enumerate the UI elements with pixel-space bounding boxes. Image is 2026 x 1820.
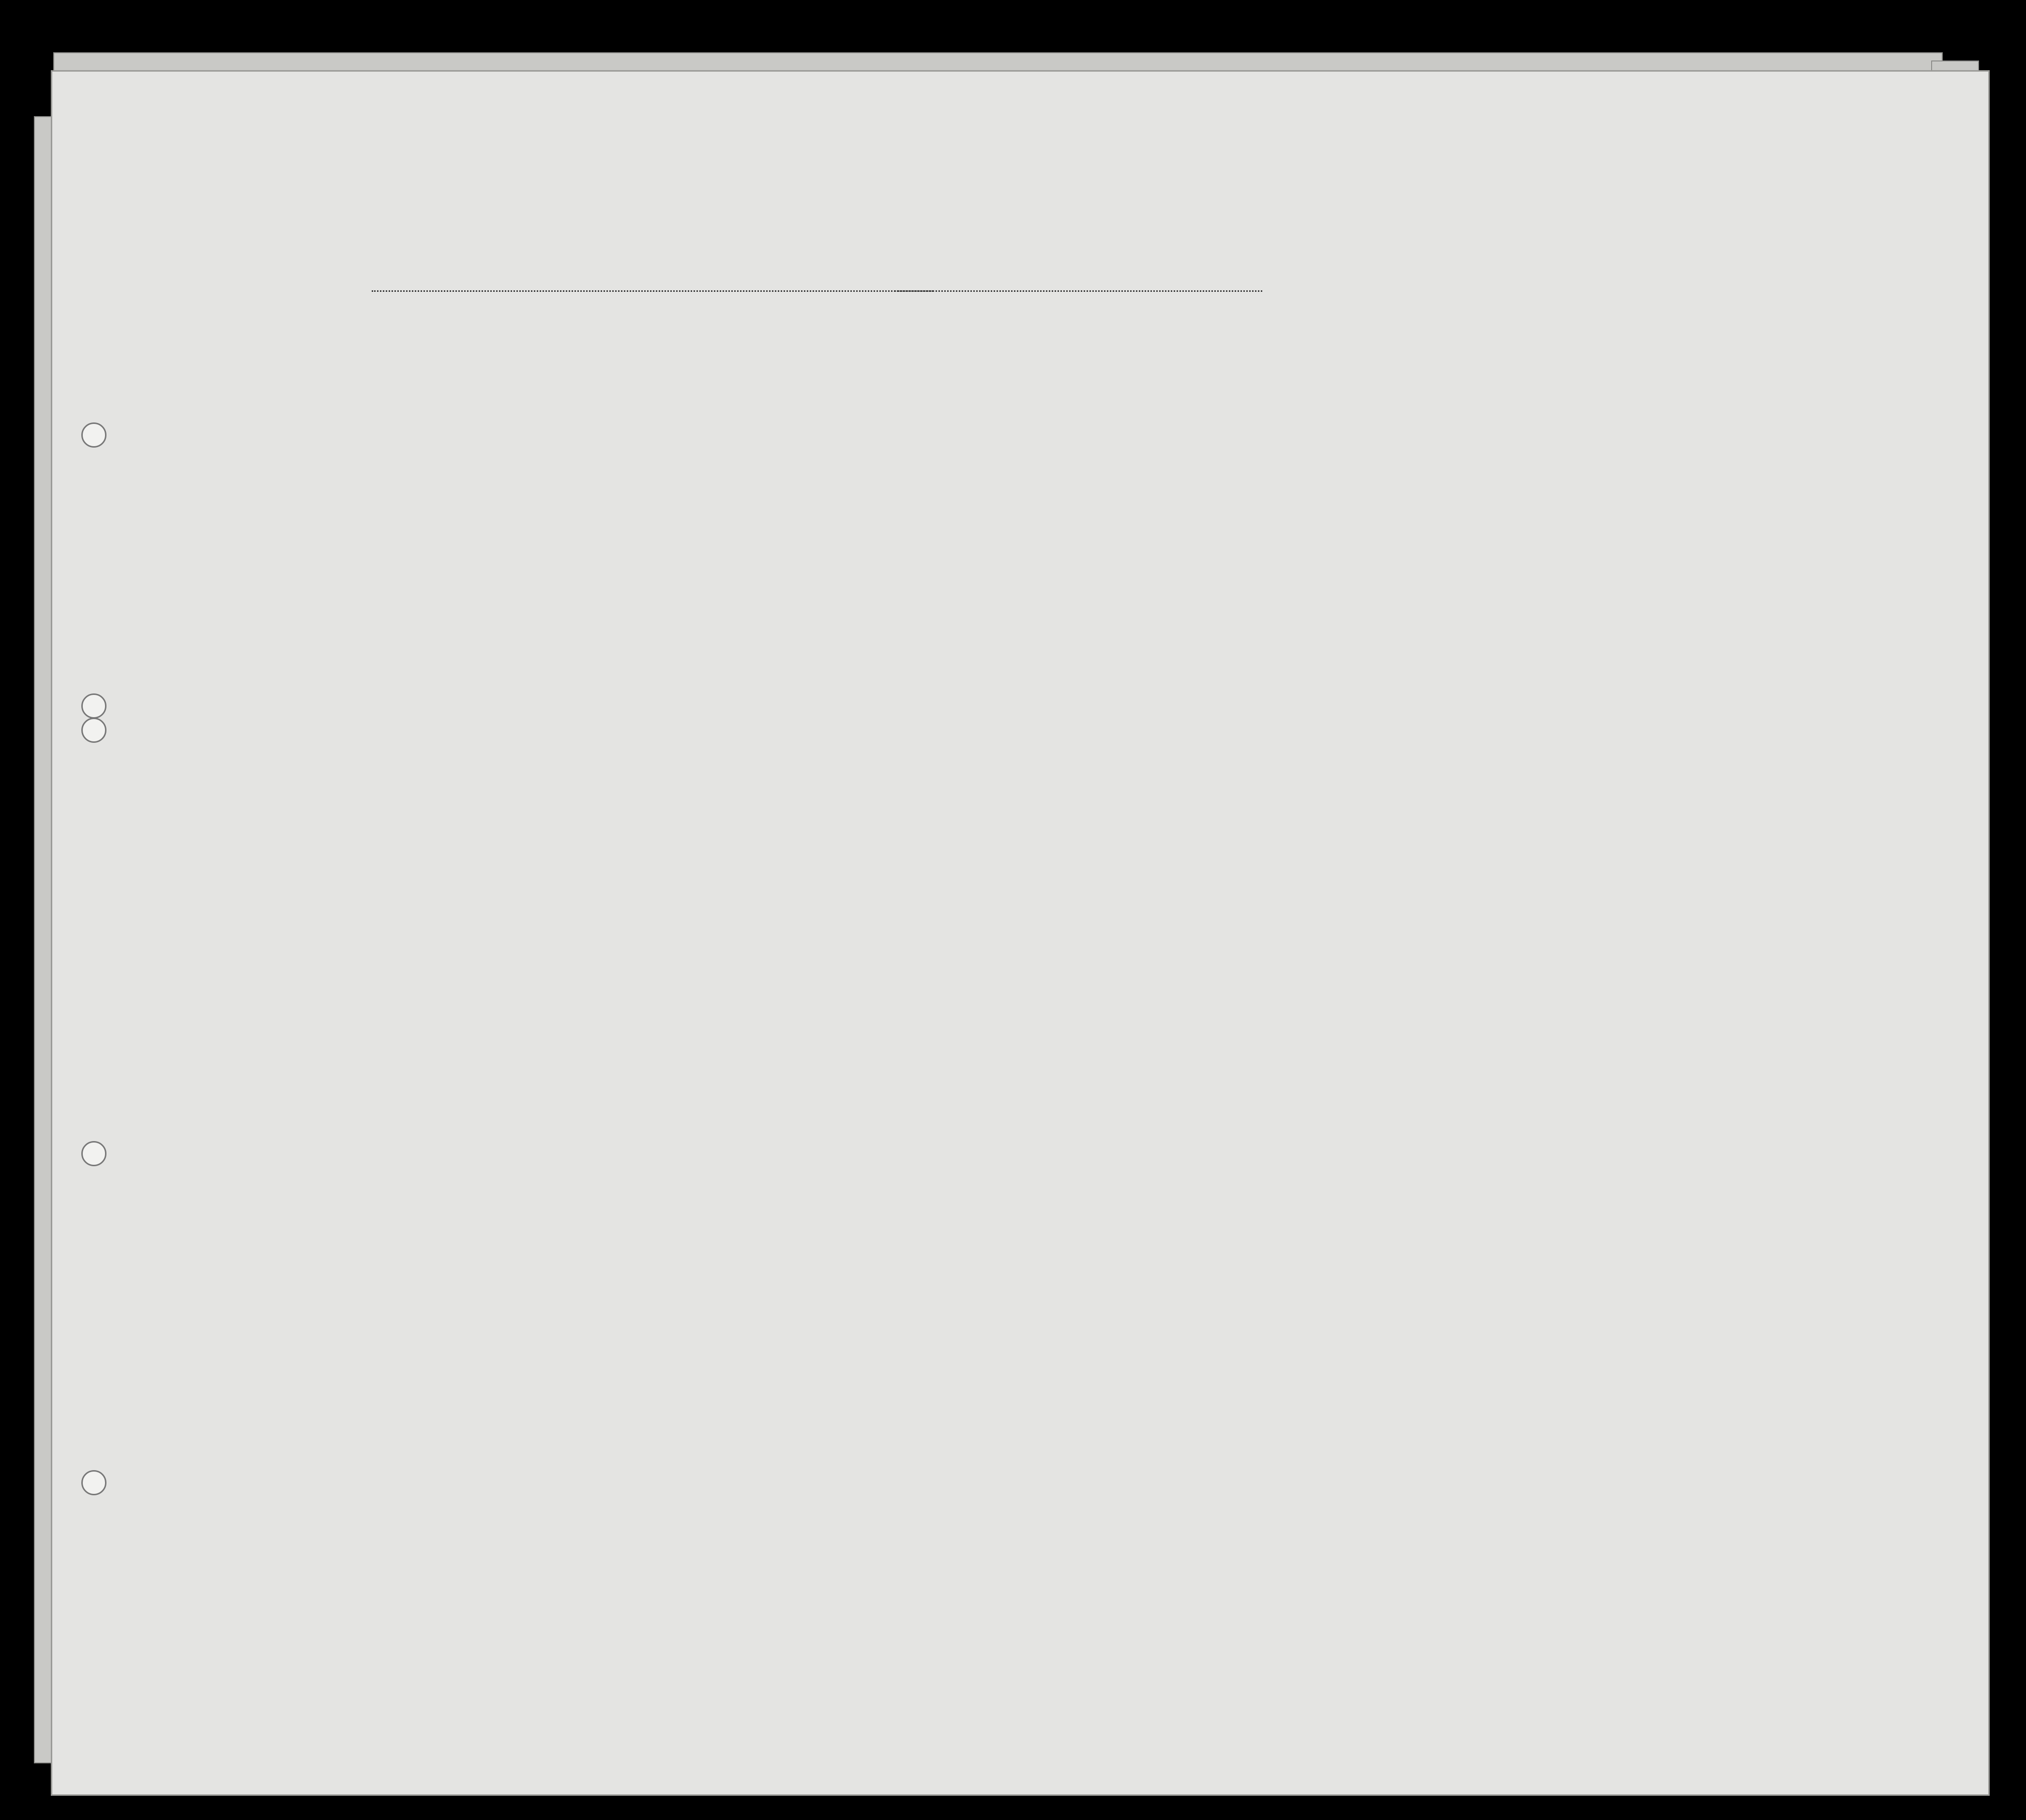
punch-hole: [81, 1470, 106, 1495]
punch-hole: [81, 718, 106, 743]
punch-hole: [81, 693, 106, 719]
manifest-page: [51, 70, 1990, 1796]
punch-hole: [81, 422, 106, 448]
manifest-grid: [52, 72, 1988, 1794]
punch-hole: [81, 1141, 106, 1166]
